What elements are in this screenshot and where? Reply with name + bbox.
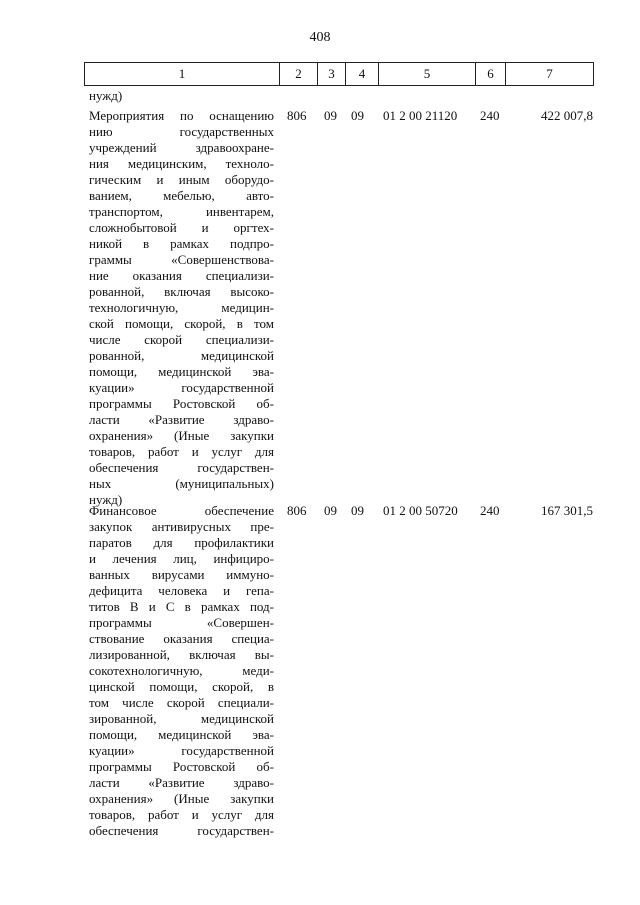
- description-line: паратов для профилактики: [89, 535, 274, 550]
- description-line: помощи, медицинской эва-: [89, 364, 274, 379]
- target-article-code: 01 2 00 50720: [383, 503, 458, 518]
- column-header-table: [84, 62, 594, 86]
- description-line: гическим и иным оборудо-: [89, 172, 274, 187]
- column-header-4: 4: [346, 63, 379, 86]
- column-header-7: 7: [506, 63, 594, 86]
- description-line: сложнобытовой и оргтех-: [89, 220, 274, 235]
- description-line: программы Ростовской об-: [89, 396, 274, 411]
- description-line: лизированной, включая вы-: [89, 647, 274, 662]
- column-header-3: 3: [318, 63, 346, 86]
- page-number: 408: [309, 30, 331, 45]
- description-line: куации» государственной: [89, 743, 274, 758]
- description-line: том числе скорой специали-: [89, 695, 274, 710]
- row-description: [89, 108, 274, 508]
- column-header-2: 2: [280, 63, 318, 86]
- description-line: титов B и C в рамках под-: [89, 599, 274, 614]
- description-line: числе скорой специализи-: [89, 332, 274, 347]
- description-line: ствование оказания специа-: [89, 631, 274, 646]
- row-description: [89, 503, 274, 839]
- description-line: товаров, работ и услуг для: [89, 807, 274, 822]
- description-line: никой в рамках подпро-: [89, 236, 274, 251]
- description-line: закупок антивирусных пре-: [89, 519, 274, 534]
- description-line: цинской помощи, скорой, в: [89, 679, 274, 694]
- description-line: ние оказания специализи-: [89, 268, 274, 283]
- description-line: учреждений здравоохране-: [89, 140, 274, 155]
- description-line: и лечения лиц, инфициро-: [89, 551, 274, 566]
- description-line: ской помощи, скорой, в том: [89, 316, 274, 331]
- target-article-code: 01 2 00 21120: [383, 108, 458, 123]
- description-line: программы Ростовской об-: [89, 759, 274, 774]
- description-line: ния медицинским, техноло-: [89, 156, 274, 171]
- subsection-code: 09: [351, 503, 364, 518]
- expense-type-code: 240: [480, 503, 500, 518]
- description-line: охранения» (Иные закупки: [89, 428, 274, 443]
- section-code: 09: [324, 503, 337, 518]
- description-line: куации» государственной: [89, 380, 274, 395]
- description-line: зированной, медицинской: [89, 711, 274, 726]
- description-line: ных (муниципальных): [89, 476, 274, 491]
- description-line: нию государственных: [89, 124, 274, 139]
- description-line: нужд): [89, 492, 123, 507]
- column-header-5: 5: [379, 63, 476, 86]
- amount-value: 422 007,8: [541, 108, 593, 123]
- description-line: транспортом, инвентарем,: [89, 204, 274, 219]
- description-line: граммы «Совершенствова-: [89, 252, 274, 267]
- amount-value: 167 301,5: [541, 503, 593, 518]
- description-line: технологичную, медицин-: [89, 300, 274, 315]
- description-line: обеспечения государствен-: [89, 823, 274, 838]
- continued-text: нужд): [89, 88, 123, 103]
- description-line: программы «Совершен-: [89, 615, 274, 630]
- column-header-1: 1: [85, 63, 280, 86]
- column-header-6: 6: [476, 63, 506, 86]
- description-line: помощи, медицинской эва-: [89, 727, 274, 742]
- column-header-row: [85, 63, 594, 86]
- description-line: рованной, включая высоко-: [89, 284, 274, 299]
- description-line: ласти «Развитие здраво-: [89, 412, 274, 427]
- ministry-code: 806: [287, 108, 307, 123]
- ministry-code: 806: [287, 503, 307, 518]
- description-line: сокотехнологичную, меди-: [89, 663, 274, 678]
- description-line: ласти «Развитие здраво-: [89, 775, 274, 790]
- description-line: охранения» (Иные закупки: [89, 791, 274, 806]
- description-line: Мероприятия по оснащению: [89, 108, 274, 123]
- description-line: товаров, работ и услуг для: [89, 444, 274, 459]
- description-line: Финансовое обеспечение: [89, 503, 274, 518]
- expense-type-code: 240: [480, 108, 500, 123]
- description-line: дефицита человека и гепа-: [89, 583, 274, 598]
- section-code: 09: [324, 108, 337, 123]
- description-line: обеспечения государствен-: [89, 460, 274, 475]
- description-line: ванных вирусами иммуно-: [89, 567, 274, 582]
- description-line: ванием, мебелью, авто-: [89, 188, 274, 203]
- description-line: рованной, медицинской: [89, 348, 274, 363]
- subsection-code: 09: [351, 108, 364, 123]
